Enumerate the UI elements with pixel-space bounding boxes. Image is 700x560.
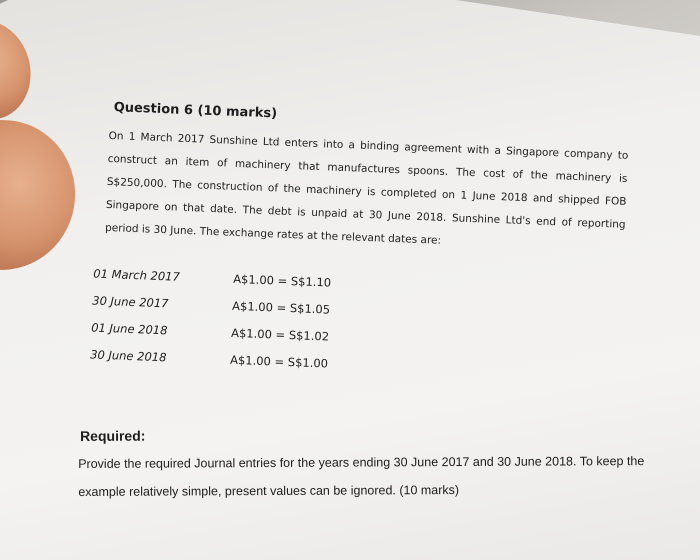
- question-body: On 1 March 2017 Sunshine Ltd enters into a binding agreement with a Singapore company to construct an item of machinery that manufactures spoons. The cost of the machinery is S$250,000. The construction of the machinery is completed on 1 June 2018 and shipped FOB Singapore on that date. The debt is unpaid at 30 June 2018. Sunshine Ltd's end of reporting period is 30 June. The exchange rates at the relevant dates are:: [104, 129, 629, 247]
- rate-date: 01 June 2018: [91, 319, 168, 337]
- rate-value: A$1.00 = S$1.10: [232, 271, 332, 290]
- rate-value: A$1.00 = S$1.05: [231, 298, 331, 317]
- rate-value: A$1.00 = S$1.00: [229, 352, 329, 371]
- rate-date: 30 June 2018: [89, 346, 167, 364]
- required-heading: Required:: [79, 427, 146, 444]
- exchange-rates-list: [90, 259, 644, 388]
- rate-date: 01 March 2017: [93, 265, 181, 284]
- rate-date: 30 June 2017: [92, 292, 169, 310]
- required-text: Provide the required Journal entries for the years ending 30 June 2017 and 30 June 2018. To keep the example relatively simple, present values can be ignored. (10 marks): [78, 454, 645, 499]
- rate-value: A$1.00 = S$1.02: [230, 325, 330, 344]
- question-block: [89, 100, 650, 389]
- question-title: Question 6 (10 marks): [113, 100, 278, 122]
- required-block: [78, 425, 678, 506]
